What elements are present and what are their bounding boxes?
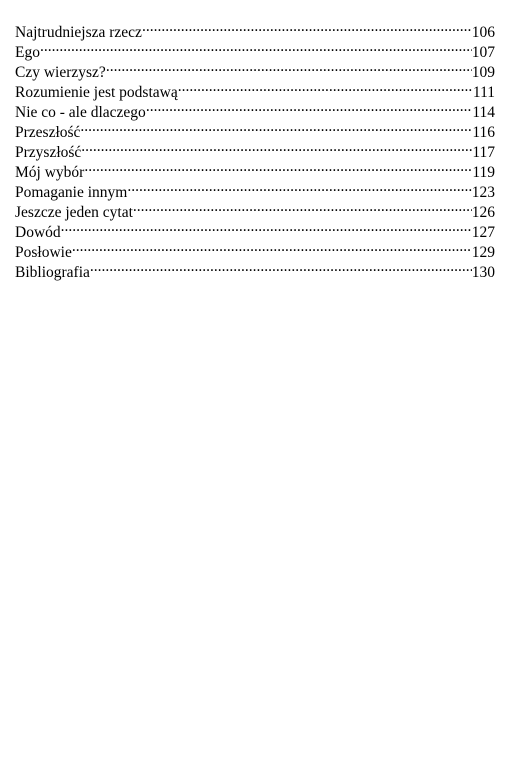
- toc-dot-leader: [61, 217, 472, 237]
- toc-entry-title: Bibliografia: [15, 264, 90, 281]
- toc-entry: [15, 157, 495, 181]
- toc-dot-leader: [72, 237, 472, 257]
- toc-entry-page: 119: [472, 164, 495, 181]
- toc-dot-leader: [178, 77, 473, 97]
- toc-entry-page: 117: [472, 144, 495, 161]
- toc-entry: [15, 17, 495, 41]
- toc-entry-title: Przeszłość: [15, 124, 81, 141]
- toc-entry-page: 107: [471, 44, 495, 61]
- toc-entry: [15, 57, 495, 81]
- toc-entry-title: Dowód: [15, 224, 61, 241]
- toc-entry: [15, 217, 495, 241]
- toc-dot-leader: [90, 257, 472, 277]
- toc-entry-page: 126: [471, 204, 495, 221]
- toc-entry-title: Najtrudniejsza rzecz: [15, 24, 142, 41]
- toc-dot-leader: [133, 197, 472, 217]
- toc-entry: [15, 117, 495, 141]
- toc-entry-page: 114: [472, 104, 495, 121]
- toc-entry-title: Posłowie: [15, 244, 72, 261]
- toc-entry: [15, 237, 495, 261]
- toc-dot-leader: [142, 17, 472, 37]
- toc-entry: [15, 37, 495, 61]
- toc-dot-leader: [127, 177, 471, 197]
- toc-dot-leader: [40, 37, 472, 57]
- toc-entry-page: 129: [471, 244, 495, 261]
- table-of-contents: [15, 17, 495, 281]
- toc-entry-title: Rozumienie jest podstawą: [15, 84, 178, 101]
- toc-entry-page: 116: [472, 124, 495, 141]
- toc-dot-leader: [81, 137, 472, 157]
- toc-entry-title: Mój wybór: [15, 164, 85, 181]
- toc-entry-title: Przyszłość: [15, 144, 82, 161]
- toc-entry-page: 111: [472, 84, 495, 101]
- toc-dot-leader: [146, 97, 473, 117]
- toc-entry-title: Jeszcze jeden cytat: [15, 204, 133, 221]
- toc-entry: [15, 137, 495, 161]
- toc-dot-leader: [106, 57, 472, 77]
- toc-entry-title: Pomaganie innym: [15, 184, 128, 201]
- toc-entry-page: 123: [471, 184, 495, 201]
- toc-dot-leader: [84, 157, 472, 177]
- toc-entry: [15, 177, 495, 201]
- toc-entry-page: 130: [471, 264, 495, 281]
- toc-entry-title: Czy wierzysz?: [15, 64, 106, 81]
- toc-entry-title: Ego: [15, 44, 40, 61]
- toc-entry-page: 106: [471, 24, 495, 41]
- toc-dot-leader: [80, 117, 472, 137]
- toc-entry-page: 109: [471, 64, 495, 81]
- toc-entry-page: 127: [471, 224, 495, 241]
- toc-entry: [15, 257, 495, 281]
- toc-entry-title: Nie co - ale dlaczego: [15, 104, 146, 121]
